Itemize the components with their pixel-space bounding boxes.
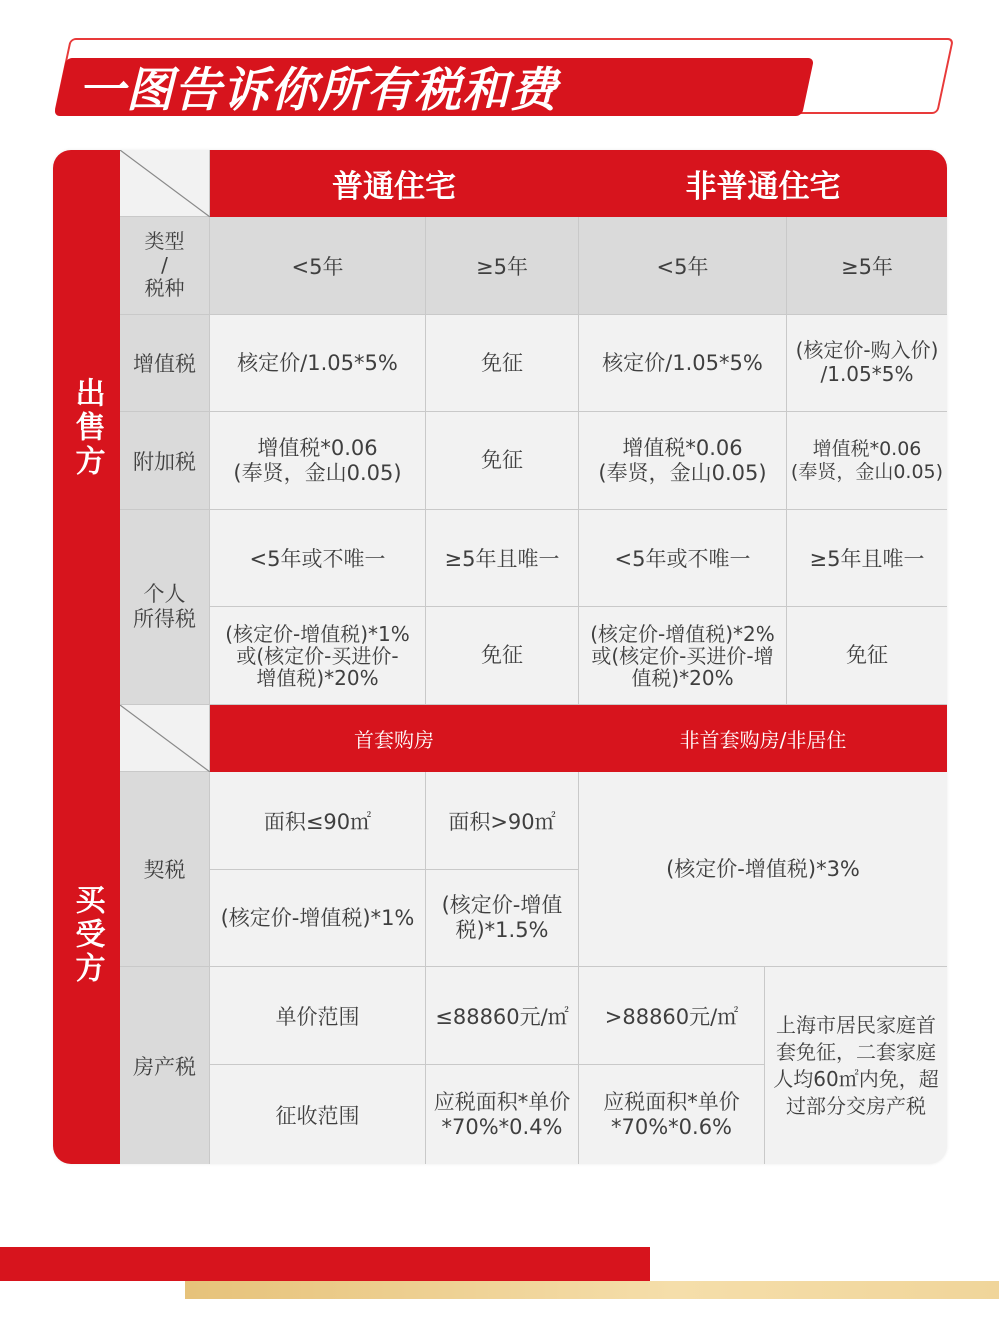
diagonal-line — [120, 150, 210, 217]
diagonal-line — [120, 705, 210, 772]
vat-cell: 核定价/1.05*5% — [210, 315, 426, 412]
surcharge-cell: 增值税*0.06 (奉贤，金山0.05) — [579, 412, 787, 510]
income-rate-cell: (核定价-增值税)*2% 或(核定价-买进价-增 值税)*20% — [579, 607, 787, 705]
vat-cell: 核定价/1.05*5% — [579, 315, 787, 412]
scope-label: 征收范围 — [210, 1065, 426, 1164]
price-range-cell: >88860元/㎡ — [579, 967, 765, 1065]
income-rate-cell: (核定价-增值税)*1% 或(核定价-买进价- 增值税)*20% — [210, 607, 426, 705]
income-condition-cell: ≥5年且唯一 — [426, 510, 579, 607]
income-tax-label: 个人 所得税 — [120, 510, 210, 705]
header-ordinary-housing: 普通住宅 — [210, 150, 579, 217]
footer-red-bar — [0, 1247, 650, 1281]
income-condition-cell: <5年或不唯一 — [210, 510, 426, 607]
vat-cell: 免征 — [426, 315, 579, 412]
header-first-home: 首套购房 — [210, 705, 579, 772]
period-cell: <5年 — [210, 217, 426, 315]
surcharge-cell: 免征 — [426, 412, 579, 510]
scope-rate-cell: 应税面积*单价 *70%*0.4% — [426, 1065, 579, 1164]
deed-tax-label: 契税 — [120, 772, 210, 967]
corner-diagonal-seller — [120, 150, 210, 217]
deed-area-cell: 面积≤90㎡ — [210, 772, 426, 870]
period-cell: ≥5年 — [426, 217, 579, 315]
property-tax-label: 房产税 — [120, 967, 210, 1164]
scope-rate-cell: 应税面积*单价 *70%*0.6% — [579, 1065, 765, 1164]
price-range-cell: ≤88860元/㎡ — [426, 967, 579, 1065]
side-label-buyer: 买受方 — [53, 705, 120, 1164]
surcharge-cell: 增值税*0.06 (奉贤，金山0.05) — [210, 412, 426, 510]
vat-cell: (核定价-购入价) /1.05*5% — [787, 315, 947, 412]
deed-area-cell: 面积>90㎡ — [426, 772, 579, 870]
deed-non-first-cell: (核定价-增值税)*3% — [579, 772, 947, 967]
period-cell: <5年 — [579, 217, 787, 315]
corner-diagonal-buyer — [120, 705, 210, 772]
side-label-seller: 出售方 — [53, 150, 120, 705]
surcharge-cell: 增值税*0.06 (奉贤，金山0.05) — [787, 412, 947, 510]
property-tax-note: 上海市居民家庭首 套免征，二套家庭 人均60㎡内免，超 过部分交房产税 — [765, 967, 947, 1164]
deed-rate-cell: (核定价-增值 税)*1.5% — [426, 870, 579, 967]
deed-rate-cell: (核定价-增值税)*1% — [210, 870, 426, 967]
footer-gold-bar — [185, 1281, 999, 1299]
income-condition-cell: ≥5年且唯一 — [787, 510, 947, 607]
header-non-first-home: 非首套购房/非居住 — [579, 705, 947, 772]
income-rate-cell: 免征 — [787, 607, 947, 705]
header-non-ordinary-housing: 非普通住宅 — [579, 150, 947, 217]
income-condition-cell: <5年或不唯一 — [579, 510, 787, 607]
type-tax-label: 类型 / 税种 — [120, 217, 210, 315]
income-rate-cell: 免征 — [426, 607, 579, 705]
vat-label: 增值税 — [120, 315, 210, 412]
period-cell: ≥5年 — [787, 217, 947, 315]
page-title: 一图告诉你所有税和费 — [78, 62, 558, 118]
tax-table — [53, 150, 947, 1164]
surcharge-label: 附加税 — [120, 412, 210, 510]
price-range-label: 单价范围 — [210, 967, 426, 1065]
